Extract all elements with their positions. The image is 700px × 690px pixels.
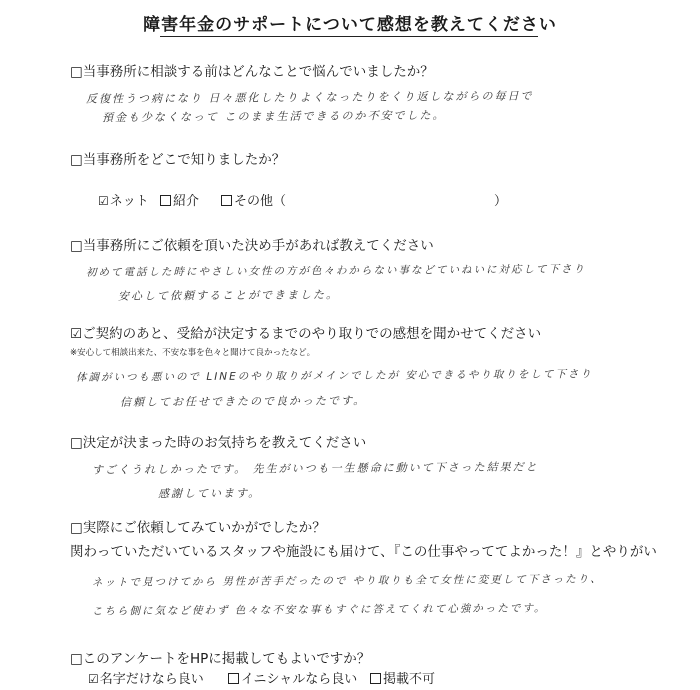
option-no-publish[interactable] [370,668,435,687]
answer-1-line-1: 反復性うつ病になり 日々悪化したりよくなったりをくり返しながらの毎日で [85,89,534,106]
question-1: □当事務所に相談する前はどんなことで悩んでいましたか？ [70,64,434,80]
checkbox-icon [160,195,171,206]
question-7: □このアンケートをHPに掲載してもよいですか？ [70,651,371,667]
option-no-publish-label: 掲載不可 [383,672,436,687]
answer-5-line-2: 感謝しています。 [157,486,262,501]
checkbox-icon [228,673,239,684]
option-initial-label: イニシャルなら良い [241,672,358,687]
checkbox-icon [221,195,232,206]
page-title: 障害年金のサポートについて感想を教えてください [143,15,557,35]
title-underline [160,36,538,37]
option-name-only-label: 名字だけなら良い [99,672,204,687]
answer-6-line-2: こちら側に気など使わず 色々な不安な事もすぐに答えてくれて心強かったです。 [91,602,547,618]
option-other[interactable] [221,190,286,209]
option-net[interactable] [98,190,149,209]
checked-box-icon: ☑ [98,194,109,208]
option-intro-label: 紹介 [173,194,200,209]
question-6: □実際にご依頼してみていかがでしたか？ [70,520,326,536]
option-other-label: その他（ [234,194,287,209]
option-other-close: ） [494,194,508,209]
checkbox-icon [370,673,381,684]
answer-5-line-1: すごくうれしかったです。 先生がいつも一生懸命に動いて下さった結果だと [91,460,539,477]
question-4-note: ※安心して相談出来た、不安な事を色々と聞けて良かったなど。 [70,348,316,358]
answer-3-line-1: 初めて電話した時にやさしい女性の方が色々わからない事などていねいに対応して下さり [85,263,587,279]
option-name-only[interactable] [88,668,204,687]
question-6-subtext: 関わっていただいているスタッフや施設にも届けて、『この仕事やっててよかった！』とやりがい [70,544,657,560]
option-net-label: ネット [109,194,149,209]
option-intro[interactable] [160,190,199,209]
question-2: □当事務所をどこで知りましたか？ [70,152,286,168]
question-3: □当事務所にご依頼を頂いた決め手があれば教えてください [70,238,434,254]
answer-4-line-1: 体調がいつも悪いので LINEのやり取りがメインでしたが 安心できるやり取りをして下さり [75,368,593,384]
answer-3-line-2: 安心して依頼することができました。 [117,288,340,303]
option-initial[interactable] [228,668,357,687]
answer-4-line-2: 信頼してお任せできたので良かったです。 [119,394,367,409]
question-4: ☑ご契約のあと、受給が決定するまでのやり取りでの感想を聞かせてください [70,326,542,342]
checked-box-icon: ☑ [88,672,99,686]
question-5: □決定が決まった時のお気持ちを教えてください [70,435,367,451]
answer-6-line-1: ネットで見つけてから 男性が苦手だったので やり取りも全て女性に変更して下さったり、 [91,573,603,589]
answer-1-line-2: 預金も少なくなって このまま生活できるのか不安でした。 [101,108,446,125]
